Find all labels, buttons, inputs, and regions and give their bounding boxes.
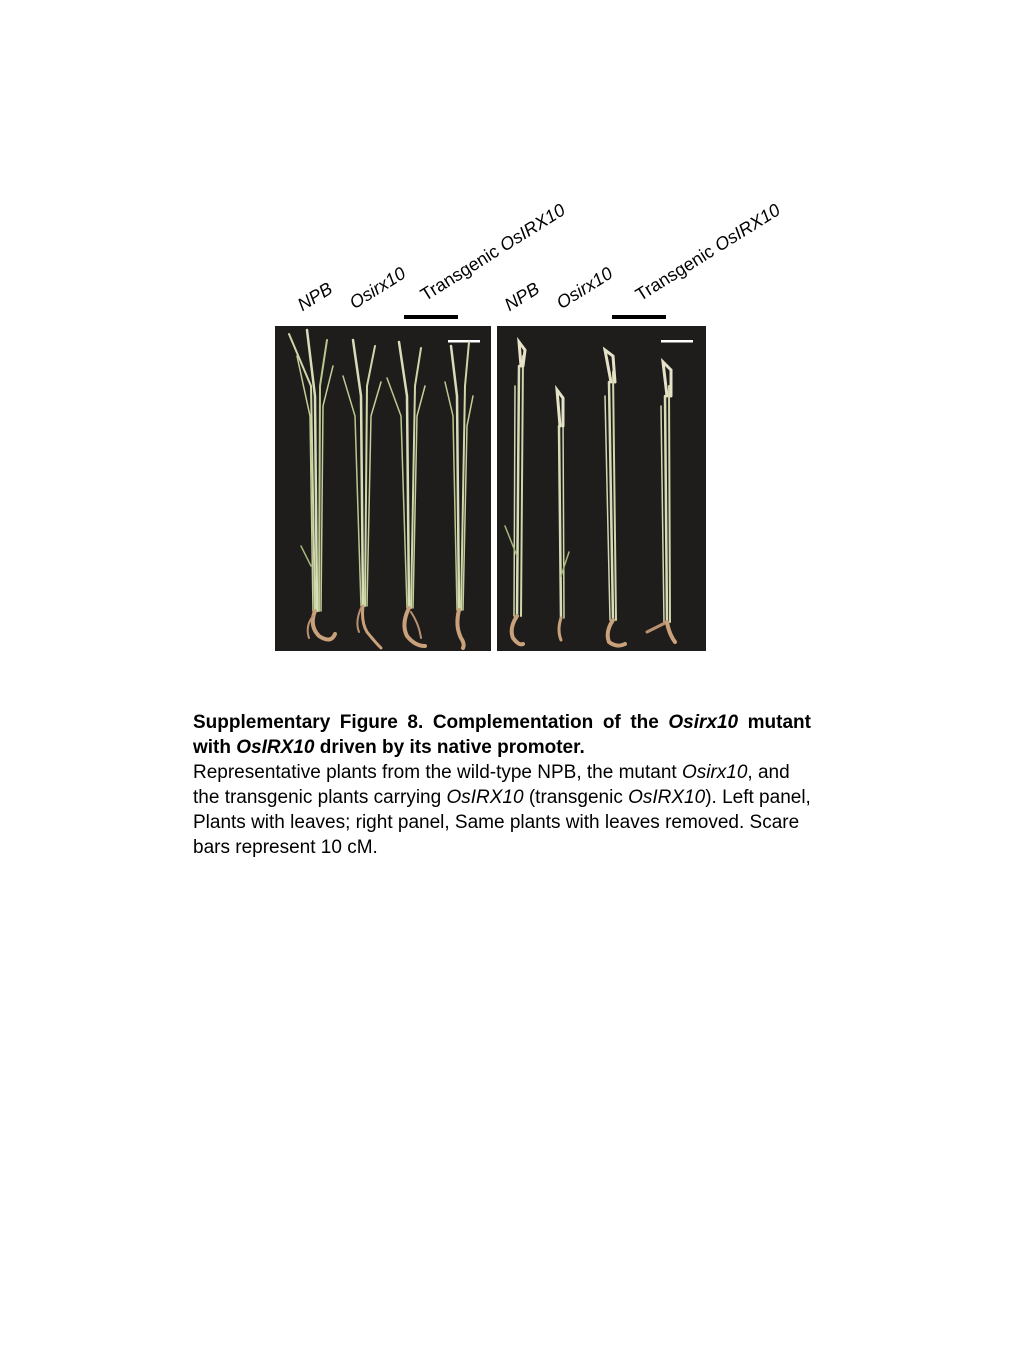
label-right-mutant: Osirx10 (552, 263, 617, 313)
scale-bar-right (661, 340, 693, 343)
figure-caption (193, 710, 811, 860)
label-left-npb: NPB (293, 278, 336, 315)
photo-plants-leaves-removed (497, 326, 706, 651)
label-right-npb: NPB (500, 278, 543, 315)
photo-plants-with-leaves (275, 326, 491, 651)
figure (0, 0, 1024, 680)
label-right-transgenic: Transgenic OsIRX10 (631, 199, 784, 305)
caption-title: Supplementary Figure 8. Complementation of the Osirx10 mutant with OsIRX10 driven by its native promoter. (193, 712, 811, 758)
scale-bar-left (448, 340, 480, 343)
caption-body: Representative plants from the wild-type NPB, the mutant Osirx10, and the transgenic plants carrying OsIRX10 (transgenic OsIRX10). Left panel, Plants with leaves; right panel, Same plants with leaves removed. Scare bars represent 10 cM. (193, 762, 811, 858)
group-bar-right (612, 315, 666, 319)
group-bar-left (404, 315, 458, 319)
plants-leaves-removed-illustration (497, 326, 706, 651)
plants-with-leaves-illustration (275, 326, 491, 651)
label-left-transgenic: Transgenic OsIRX10 (416, 199, 569, 305)
label-left-mutant: Osirx10 (345, 263, 410, 313)
